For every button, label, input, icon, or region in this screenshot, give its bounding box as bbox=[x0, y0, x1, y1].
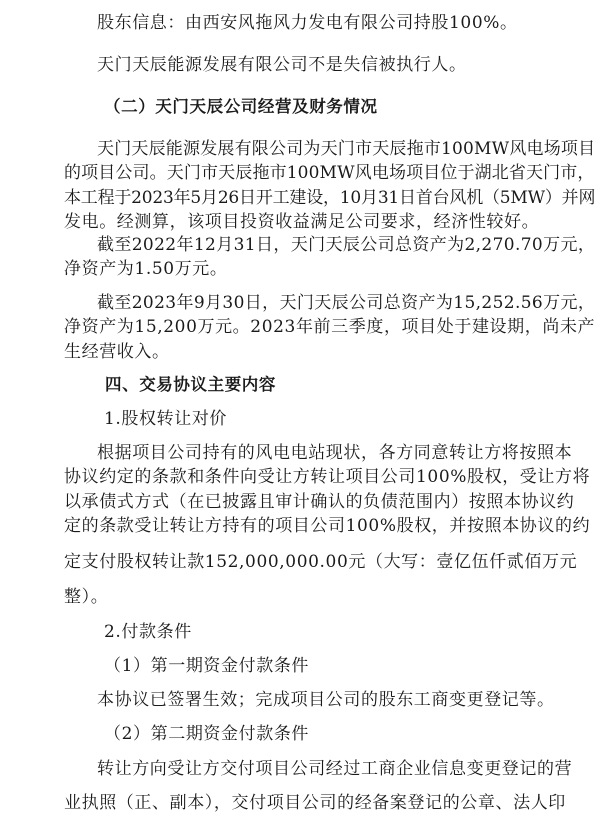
financial-2022-line-2: 净资产为1.50万元。 bbox=[64, 259, 228, 279]
paragraph-project-line-2: 的项目公司。天门市天辰拖市100MW风电场项目位于湖北省天门市， bbox=[64, 163, 595, 183]
financial-2023-line-1: 截至2023年9月30日，天门天辰公司总资产为15,252.56万元， bbox=[97, 293, 596, 313]
payment-phase-1-text: 本协议已签署生效；完成项目公司的股东工商变更登记等。 bbox=[97, 690, 555, 710]
financial-2022-line-1: 截至2022年12月31日，天门天辰公司总资产为2,270.70万元， bbox=[97, 235, 596, 255]
subsection-2-heading: 2.付款条件 bbox=[104, 622, 192, 642]
paragraph-project-line-3: 本工程于2023年5月26日开工建设，10月31日首台风机（5MW）并网 bbox=[64, 188, 596, 208]
shareholder-info-line: 股东信息：由西安风拖风力发电有限公司持股100%。 bbox=[97, 13, 518, 33]
transfer-price-line-5: 定支付股权转让款152,000,000.00元（大写：壹亿伍仟贰佰万元 bbox=[64, 552, 578, 572]
transfer-price-line-1: 根据项目公司持有的风电电站现状，各方同意转让方将按照本 bbox=[97, 443, 573, 463]
paragraph-project-line-1: 天门天辰能源发展有限公司为天门市天辰拖市100MW风电场项目 bbox=[97, 139, 596, 159]
transfer-price-line-6: 整）。 bbox=[64, 587, 109, 607]
section-2-heading: （二）天门天辰公司经营及财务情况 bbox=[104, 97, 378, 116]
financial-2023-line-2: 净资产为15,200万元。2023年前三季度，项目处于建设期，尚未产 bbox=[64, 317, 596, 337]
payment-phase-2-heading: （2）第二期资金付款条件 bbox=[104, 724, 310, 744]
transfer-price-line-4: 定的条款受让转让方持有的项目公司100%股权，并按照本协议的约 bbox=[64, 516, 591, 536]
subsection-1-heading: 1.股权转让对价 bbox=[104, 409, 228, 429]
payment-phase-2-line-2: 业执照（正、副本），交付项目公司的经备案登记的公章、法人印 bbox=[64, 793, 566, 813]
payment-phase-2-line-1: 转让方向受让方交付项目公司经过工商企业信息变更登记的营 bbox=[97, 759, 573, 779]
paragraph-project-line-4: 发电。经测算，该项目投资收益满足公司要求，经济性较好。 bbox=[64, 212, 540, 232]
financial-2023-line-3: 生经营收入。 bbox=[64, 342, 170, 362]
payment-phase-1-heading: （1）第一期资金付款条件 bbox=[104, 656, 310, 676]
transfer-price-line-3: 以承债式方式（在已披露且审计确认的负债范围内）按照本协议约 bbox=[64, 492, 575, 512]
not-dishonest-line: 天门天辰能源发展有限公司不是失信被执行人。 bbox=[97, 55, 467, 75]
section-4-heading: 四、交易协议主要内容 bbox=[105, 375, 276, 394]
transfer-price-line-2: 协议约定的条款和条件向受让方转让项目公司100%股权，受让方将 bbox=[64, 467, 591, 487]
